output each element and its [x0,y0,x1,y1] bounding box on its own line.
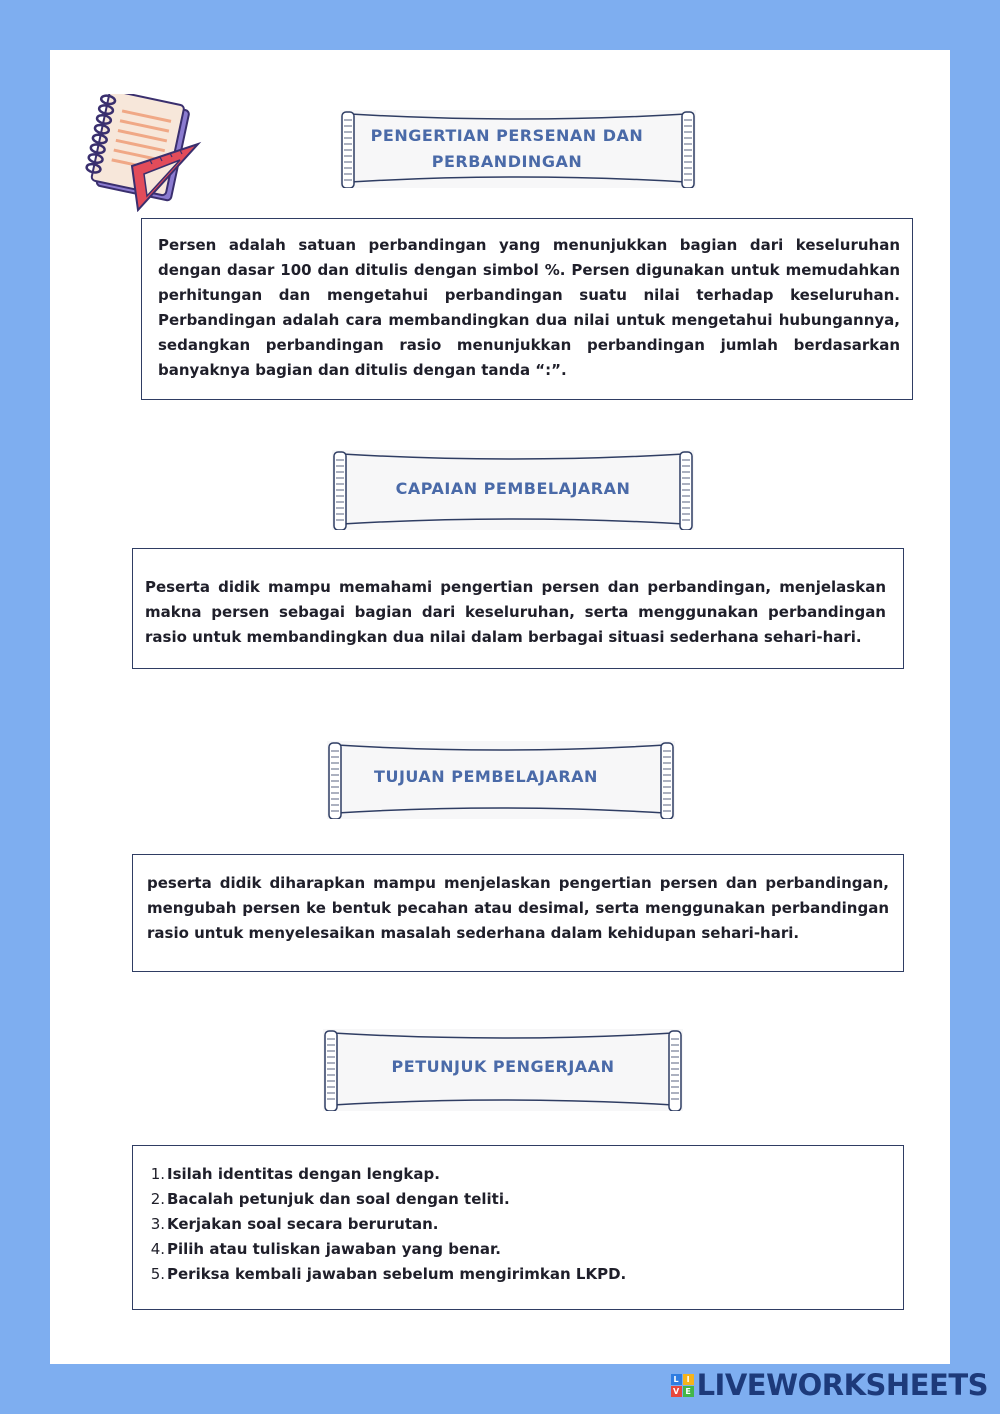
list-text: Bacalah petunjuk dan soal dengan teliti. [167,1190,510,1208]
section-body: Peserta didik mampu memahami pengertian persen dan perbandingan, menjelaskan makna persen sebagai bagian dari keseluruhan, serta menggunakan perbandingan rasio untuk membandingkan dua nilai dalam berbagai situasi sederhana sehari-hari. [145,578,886,646]
list-text: Kerjakan soal secara berurutan. [167,1215,439,1233]
brand-name: LIVEWORKSHEETS [696,1368,988,1402]
instruction-list [139,1162,891,1287]
list-text: Pilih atau tuliskan jawaban yang benar. [167,1240,501,1258]
live-badge-icon [671,1374,694,1397]
box-pengertian [141,218,913,400]
banner-capaian [332,450,694,530]
list-text: Periksa kembali jawaban sebelum mengirimkan LKPD. [167,1265,627,1283]
section-title: CAPAIAN PEMBELAJARAN [395,479,631,498]
badge-letter: L [671,1374,682,1385]
list-item [139,1262,891,1287]
list-item [139,1237,891,1262]
list-number: 4. [150,1240,165,1258]
banner-tujuan [327,741,675,819]
section-title: PETUNJUK PENGERJAAN [391,1057,615,1076]
list-item [139,1162,891,1187]
list-item [139,1212,891,1237]
list-number: 1. [150,1165,165,1183]
box-petunjuk [132,1145,904,1310]
box-tujuan [132,854,904,972]
list-text: Isilah identitas dengan lengkap. [167,1165,440,1183]
liveworksheets-logo[interactable] [671,1368,988,1402]
section-title: TUJUAN PEMBELAJARAN [374,767,598,786]
list-number: 3. [150,1215,165,1233]
worksheet-page [50,50,950,1364]
banner-petunjuk [323,1029,683,1111]
badge-letter: E [683,1386,694,1397]
section-title-line1: PENGERTIAN PERSENAN DAN [370,126,644,145]
section-body: peserta didik diharapkan mampu menjelaskan pengertian persen dan perbandingan, mengubah persen ke bentuk pecahan atau desimal, serta menggunakan perbandingan rasio untuk menyelesaikan masalah sederhana dalam kehidupan sehari-hari. [147,874,889,942]
list-number: 5. [150,1265,165,1283]
list-item [139,1187,891,1212]
badge-letter: I [683,1374,694,1385]
box-capaian [132,548,904,669]
notebook-ruler-icon [80,94,205,212]
badge-letter: V [671,1386,682,1397]
section-body: Persen adalah satuan perbandingan yang menunjukkan bagian dari keseluruhan dengan dasar 100 dan ditulis dengan simbol %. Persen digunakan untuk memudahkan perhitungan dan mengetahui perbandingan suatu nilai terhadap keseluruhan. Perbandingan adalah cara membandingkan dua nilai untuk mengetahui hubungannya, sedangkan perbandingan rasio menunjukkan perbandingan jumlah berdasarkan banyaknya bagian dan ditulis dengan tanda “:”. [158,236,900,379]
banner-pengertian [340,110,696,188]
section-title-line2: PERBANDINGAN [431,152,583,171]
section-title [371,123,644,175]
list-number: 2. [150,1190,165,1208]
